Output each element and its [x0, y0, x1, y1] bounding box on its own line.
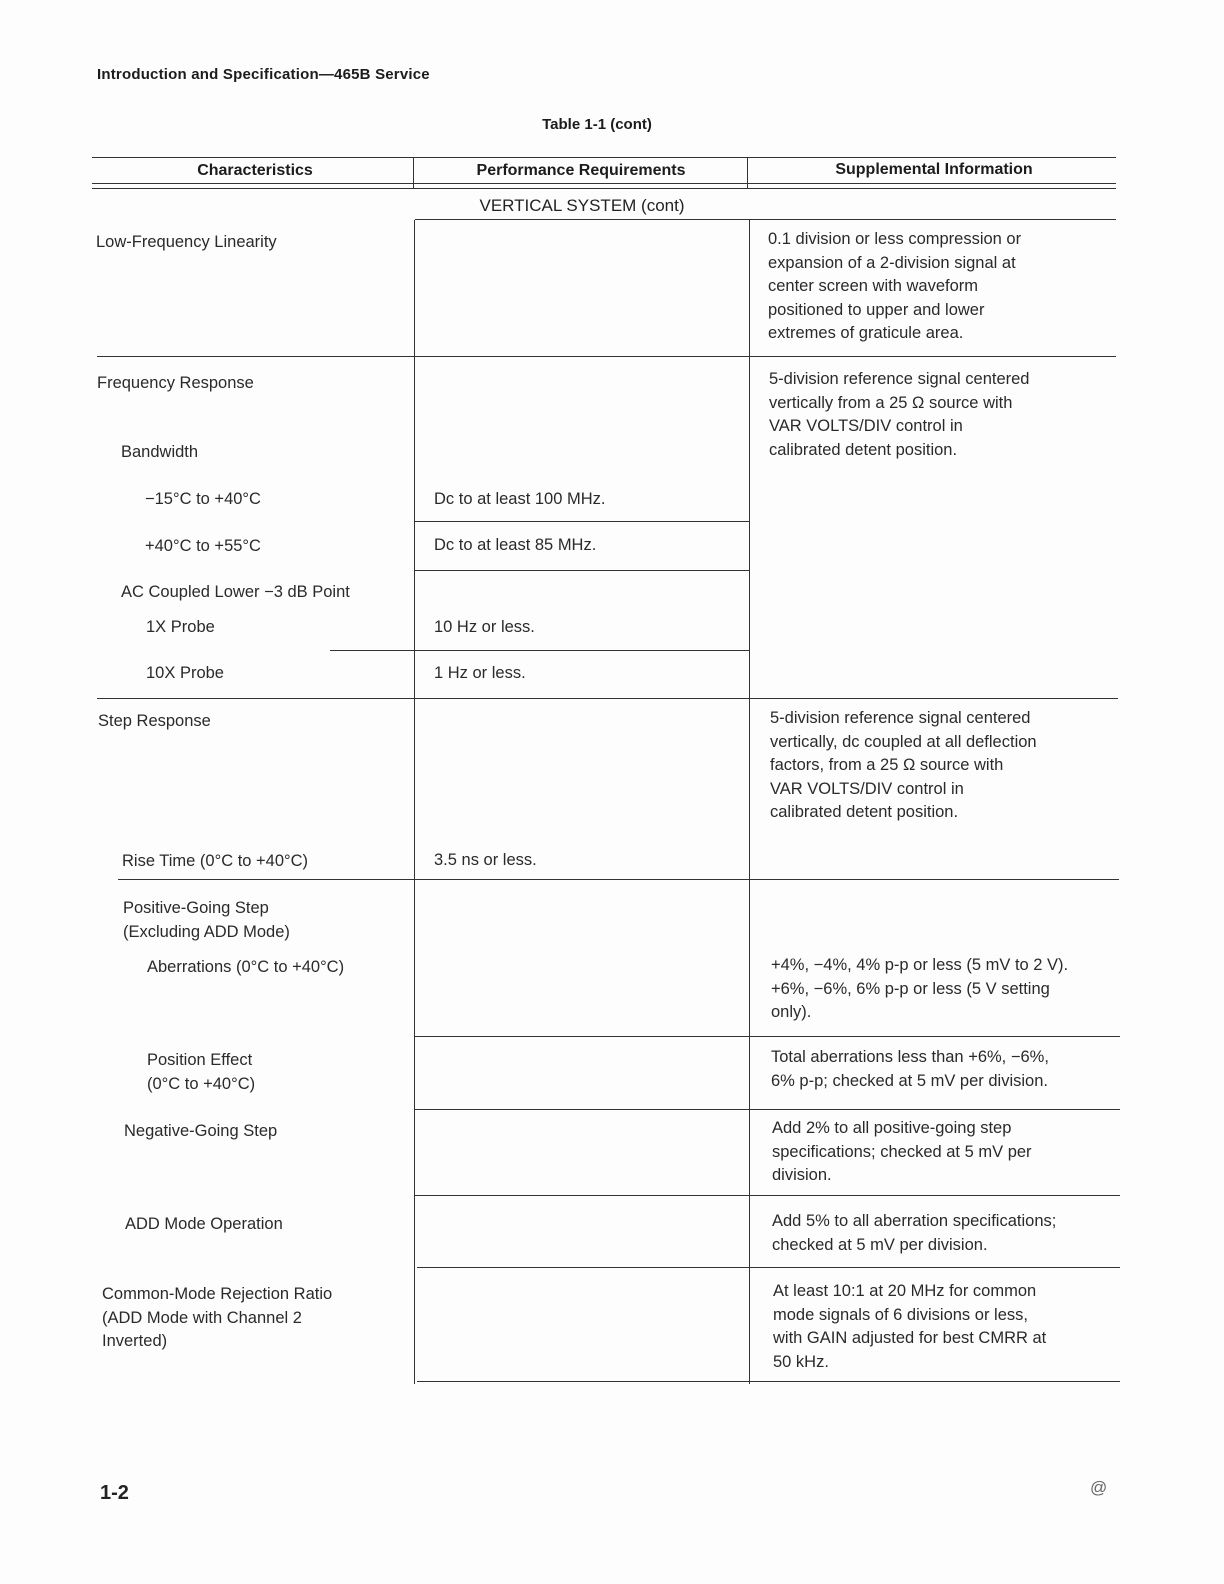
- copyright-mark: @: [1090, 1478, 1108, 1497]
- row-rule: [415, 1195, 1120, 1196]
- supp-low-frequency-linearity: 0.1 division or less compression or expansion of a 2-division signal at center screen with waveform positioned to upper and lower extremes of graticule area.: [768, 230, 1022, 342]
- perf-probe-1x: 10 Hz or less.: [434, 618, 535, 636]
- char-negative-going-step: Negative-Going Step: [124, 1122, 278, 1140]
- column-header-supplemental: Supplemental Information: [835, 161, 1033, 178]
- char-low-frequency-linearity: Low-Frequency Linearity: [96, 233, 277, 251]
- char-probe-10x: 10X Probe: [146, 664, 224, 682]
- char-frequency-response: Frequency Response: [97, 374, 254, 392]
- section-title: VERTICAL SYSTEM (cont): [479, 196, 685, 215]
- row-rule: [118, 879, 1119, 880]
- perf-probe-10x: 1 Hz or less.: [434, 664, 526, 682]
- row-rule: [97, 356, 1116, 357]
- row-rule: [330, 650, 749, 651]
- char-cmrr: Common-Mode Rejection Ratio (ADD Mode with Channel 2 Inverted): [102, 1285, 333, 1350]
- char-aberrations: Aberrations (0°C to +40°C): [147, 958, 345, 976]
- column-divider-1: [414, 220, 415, 1384]
- table-bottom-rule: [417, 1381, 1120, 1382]
- column-divider-2: [747, 157, 748, 188]
- row-rule: [97, 698, 1118, 699]
- column-header-performance: Performance Requirements: [476, 162, 686, 179]
- row-rule: [415, 570, 749, 571]
- supp-add-mode-operation: Add 5% to all aberration specifications; checked at 5 mV per division.: [772, 1212, 1057, 1254]
- supp-position-effect: Total aberrations less than +6%, −6%, 6% p-p; checked at 5 mV per division.: [771, 1048, 1049, 1090]
- char-bandwidth: Bandwidth: [121, 443, 199, 461]
- row-rule: [415, 521, 749, 522]
- char-position-effect: Position Effect (0°C to +40°C): [147, 1051, 256, 1093]
- section-rule: [415, 219, 1116, 220]
- char-bandwidth-low-temp: −15°C to +40°C: [145, 490, 261, 508]
- table-caption: Table 1-1 (cont): [542, 116, 652, 133]
- perf-bandwidth-low-temp: Dc to at least 100 MHz.: [434, 490, 606, 508]
- row-rule: [417, 1267, 1120, 1268]
- supp-negative-going-step: Add 2% to all positive-going step specifications; checked at 5 mV per division.: [772, 1119, 1032, 1184]
- char-add-mode-operation: ADD Mode Operation: [125, 1215, 283, 1233]
- column-header-characteristics: Characteristics: [197, 162, 313, 179]
- char-probe-1x: 1X Probe: [146, 618, 215, 636]
- header-bottom-rule: [92, 183, 1116, 184]
- char-rise-time: Rise Time (0°C to +40°C): [122, 852, 309, 870]
- char-bandwidth-high-temp: +40°C to +55°C: [145, 537, 261, 555]
- running-head: Introduction and Specification—465B Service: [97, 66, 430, 83]
- supp-frequency-response: 5-division reference signal centered vertically from a 25 Ω source with VAR VOLTS/DIV control in calibrated detent position.: [769, 370, 1030, 459]
- perf-rise-time: 3.5 ns or less.: [434, 851, 537, 869]
- char-positive-going-step: Positive-Going Step (Excluding ADD Mode): [123, 899, 290, 941]
- perf-bandwidth-high-temp: Dc to at least 85 MHz.: [434, 536, 597, 554]
- supp-cmrr: At least 10:1 at 20 MHz for common mode signals of 6 divisions or less, with GAIN adjusted for best CMRR at 50 kHz.: [773, 1282, 1047, 1371]
- column-divider-1: [413, 157, 414, 188]
- char-step-response: Step Response: [98, 712, 211, 730]
- char-ac-coupled: AC Coupled Lower −3 dB Point: [121, 583, 350, 601]
- supp-aberrations: +4%, −4%, 4% p-p or less (5 mV to 2 V). +6%, −6%, 6% p-p or less (5 V setting only).: [771, 956, 1069, 1021]
- header-bottom-rule-2: [92, 188, 1116, 189]
- row-rule: [415, 1036, 1120, 1037]
- page-number: 1-2: [100, 1482, 129, 1504]
- table-top-rule: [92, 157, 1116, 158]
- row-rule: [415, 1109, 1120, 1110]
- column-divider-2: [749, 220, 750, 1384]
- supp-step-response: 5-division reference signal centered vertically, dc coupled at all deflection factors, from a 25 Ω source with VAR VOLTS/DIV control in calibrated detent position.: [770, 709, 1037, 821]
